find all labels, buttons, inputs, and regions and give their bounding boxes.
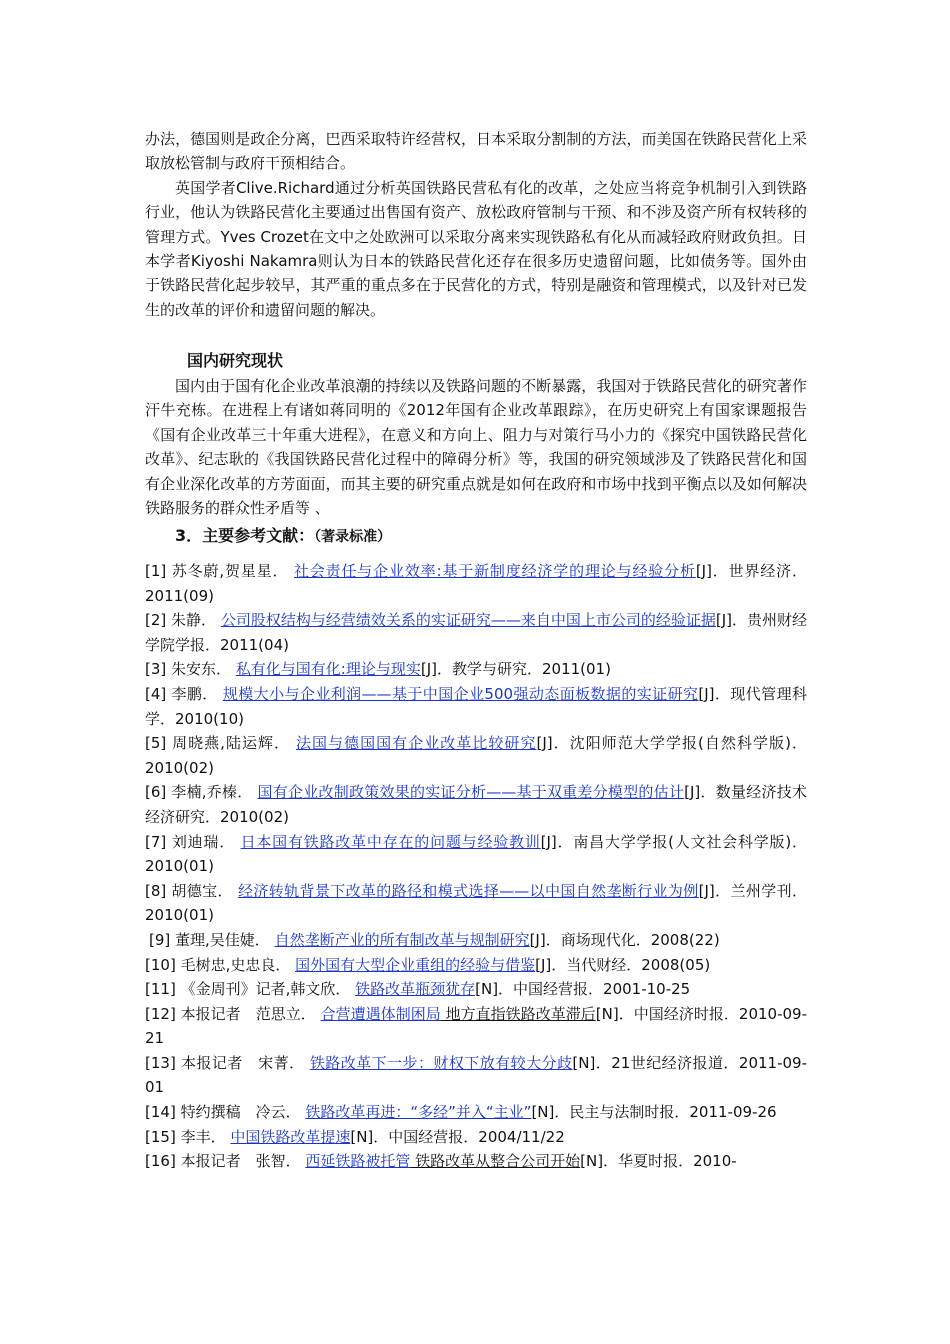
reference-author: 胡德宝． bbox=[171, 881, 238, 900]
reference-number: [1] bbox=[145, 562, 172, 580]
reference-title-link[interactable]: 铁路改革下一步：财权下放有较大分歧 bbox=[309, 1053, 573, 1072]
reference-author: 苏冬蔚,贺星星． bbox=[171, 562, 294, 580]
reference-item bbox=[145, 977, 807, 1002]
reference-source: [N]．华夏时报．2010- bbox=[580, 1152, 737, 1171]
reference-title-link[interactable]: 铁路改革瓶颈犹存 bbox=[355, 980, 476, 999]
reference-author: 本报记者 张智． bbox=[180, 1152, 306, 1171]
references-heading-number: 3． bbox=[175, 526, 203, 545]
reference-source: [N]．民主与法制时报．2011-09-26 bbox=[531, 1103, 777, 1122]
reference-source: [J]．数量经济技术经济研究．2010(02) bbox=[145, 783, 807, 826]
reference-number: [11] bbox=[145, 980, 181, 999]
reference-number: [2] bbox=[145, 611, 172, 630]
reference-item bbox=[145, 1125, 807, 1150]
reference-list bbox=[145, 559, 807, 1174]
reference-number: [9] bbox=[149, 930, 176, 949]
reference-source: [J]．现代管理科学．2010(10) bbox=[145, 684, 807, 728]
reference-title-link[interactable]: 铁路改革再进：“多经”并入“主业” bbox=[305, 1103, 532, 1122]
reference-item bbox=[145, 608, 807, 657]
reference-author: 李鹏． bbox=[171, 684, 223, 703]
paragraph-domestic-research: 国内由于国有化企业改革浪潮的持续以及铁路问题的不断暴露，我国对于铁路民营化的研究著作汗牛充栋。在进程上有诸如蒋同明的《2012年国有企业改革跟踪》，在历史研究上有国家课题报告《国有企业改革三十年重大进程》，在意义和方向上、阻力与对策行马小力的《探究中国铁路民营化改革》、纪志耿的《我国铁路民营化过程中的障碍分析》等，我国的研究领域涉及了铁路民营化和国有企业深化改革的方芳面面，而其主要的研究重点就是如何在政府和市场中找到平衡点以及如何解决铁路服务的群众性矛盾等 、 bbox=[145, 377, 807, 518]
reference-title-link[interactable]: 日本国有铁路改革中存在的问题与经验教训 bbox=[240, 832, 541, 851]
reference-title-link[interactable]: 合营遭遇体制困局 bbox=[320, 1004, 441, 1023]
reference-number: [13] bbox=[145, 1053, 182, 1072]
reference-source: [J]．兰州学刊．2010(01) bbox=[145, 881, 807, 925]
reference-number: [16] bbox=[145, 1152, 181, 1171]
reference-item bbox=[145, 657, 807, 682]
reference-item bbox=[145, 731, 807, 780]
reference-author: 本报记者 宋菁． bbox=[181, 1053, 310, 1072]
reference-number: [14] bbox=[145, 1103, 181, 1122]
reference-number: [5] bbox=[145, 734, 173, 753]
reference-number: [8] bbox=[145, 881, 172, 900]
reference-source: [J]．贵州财经学院学报．2011(04) bbox=[145, 611, 807, 654]
paragraph-foreign-research: 英国学者Clive.Richard通过分析英国铁路民营私有化的改革，之处应当将竞争机制引入到铁路行业，他认为铁路民营化主要通过出售国有资产、放松政府管制与干预、和不涉及资产所有权转移的管理方式。Yves Crozet在文中之处欧洲可以采取分离来实现铁路私有化从而减轻政府财政负担。日本学者Kiyoshi Nakamra则认为日本的铁路民营化还存在很多历史遗留问题，比如债务等。国外由于铁路民营化起步较早，其严重的重点多在于民营化的方式，特别是融资和管理模式，以及针对已发生的改革的评价和遗留问题的解决。 bbox=[145, 178, 807, 319]
references-heading-title: 主要参考文献： bbox=[202, 526, 315, 545]
reference-item bbox=[145, 1149, 807, 1174]
reference-title-link[interactable]: 公司股权结构与经营绩效关系的实证研究——来自中国上市公司的经验证据 bbox=[220, 611, 716, 630]
domestic-research-heading: 国内研究现状 bbox=[187, 351, 284, 370]
references-heading bbox=[175, 524, 391, 549]
reference-source: [N]．中国经营报．2004/11/22 bbox=[350, 1127, 565, 1146]
reference-source: [J]．教学与研究．2011(01) bbox=[420, 660, 611, 679]
reference-item bbox=[145, 830, 807, 879]
reference-item bbox=[145, 953, 807, 978]
reference-item bbox=[145, 1051, 807, 1100]
reference-author: 刘迪瑞． bbox=[171, 832, 241, 851]
reference-source: [J]．沈阳师范大学学报(自然科学版)．2010(02) bbox=[145, 734, 807, 777]
reference-author: 董理,吴佳婕． bbox=[175, 930, 275, 949]
reference-author: 特约撰稿 冷云． bbox=[180, 1103, 306, 1122]
reference-title-link[interactable]: 国有企业改制政策效果的实证分析——基于双重差分模型的估计 bbox=[257, 783, 685, 802]
reference-number: [7] bbox=[145, 832, 172, 851]
reference-number: [3] bbox=[145, 660, 172, 679]
reference-author: 李丰． bbox=[180, 1127, 231, 1146]
reference-source: [J]．南昌大学学报(人文社会科学版)．2010(01) bbox=[145, 832, 807, 876]
reference-author: 朱安东． bbox=[171, 660, 236, 679]
domestic-research-section bbox=[145, 374, 807, 520]
reference-title-link[interactable]: 国外国有大型企业重组的经验与借鉴 bbox=[295, 955, 536, 974]
reference-item bbox=[145, 559, 807, 608]
reference-source: [J]．世界经济．2011(09) bbox=[145, 562, 807, 605]
reference-source: [N]．中国经营报．2001-10-25 bbox=[475, 980, 691, 999]
reference-item bbox=[145, 879, 807, 928]
reference-source: [N]．中国经济时报．2010-09-21 bbox=[145, 1004, 808, 1048]
reference-author: 《金周刊》记者,韩文欣． bbox=[180, 980, 356, 999]
reference-title-link[interactable]: 社会责任与企业效率:基于新制度经济学的理论与经验分析 bbox=[293, 562, 696, 580]
reference-author: 朱静． bbox=[171, 611, 221, 630]
reference-title-link[interactable]: 规模大小与企业利润——基于中国企业500强动态面板数据的实证研究 bbox=[222, 684, 699, 703]
reference-title-link[interactable]: 西延铁路被托管 bbox=[305, 1152, 411, 1171]
reference-source: [J]．当代财经．2008(05) bbox=[535, 955, 711, 974]
reference-title-link[interactable]: 经济转轨背景下改革的路径和模式选择——以中国自然垄断行业为例 bbox=[238, 881, 699, 900]
reference-item bbox=[145, 780, 807, 829]
paragraph-continuation: 办法，德国则是政企分离，巴西采取特许经营权，日本采取分割制的方法，而美国在铁路民营化上采取放松管制与政府干预相结合。 bbox=[145, 130, 807, 173]
reference-source: [N]．21世纪经济报道．2011-09-01 bbox=[145, 1053, 807, 1097]
reference-item bbox=[145, 1100, 807, 1125]
reference-number: [12] bbox=[145, 1004, 181, 1023]
reference-title-continued: 铁路改革从整合公司开始 bbox=[410, 1152, 581, 1171]
reference-item bbox=[145, 928, 807, 953]
reference-author: 毛树忠,史忠良． bbox=[180, 955, 296, 974]
reference-author: 周晓燕,陆运辉． bbox=[172, 734, 296, 753]
reference-source: [J]．商场现代化．2008(22) bbox=[529, 930, 720, 949]
reference-title-link[interactable]: 私有化与国有化:理论与现实 bbox=[235, 660, 421, 679]
reference-title-link[interactable]: 法国与德国国有企业改革比较研究 bbox=[295, 734, 537, 753]
reference-title-link[interactable]: 中国铁路改革提速 bbox=[230, 1127, 351, 1146]
references-heading-note: （著录标准） bbox=[314, 529, 392, 545]
reference-item bbox=[145, 682, 807, 731]
reference-title-link[interactable]: 自然垄断产业的所有制改革与规制研究 bbox=[274, 930, 530, 949]
reference-item bbox=[145, 1002, 807, 1051]
reference-author: 李楠,乔榛． bbox=[171, 783, 258, 802]
reference-number: [6] bbox=[145, 783, 172, 802]
reference-number: [10] bbox=[145, 955, 181, 974]
intro-paragraphs bbox=[145, 127, 807, 322]
reference-author: 本报记者 范思立． bbox=[180, 1004, 321, 1023]
reference-title-continued: 地方直指铁路改革滞后 bbox=[440, 1004, 596, 1023]
reference-number: [4] bbox=[145, 684, 172, 703]
reference-number: [15] bbox=[145, 1127, 181, 1146]
